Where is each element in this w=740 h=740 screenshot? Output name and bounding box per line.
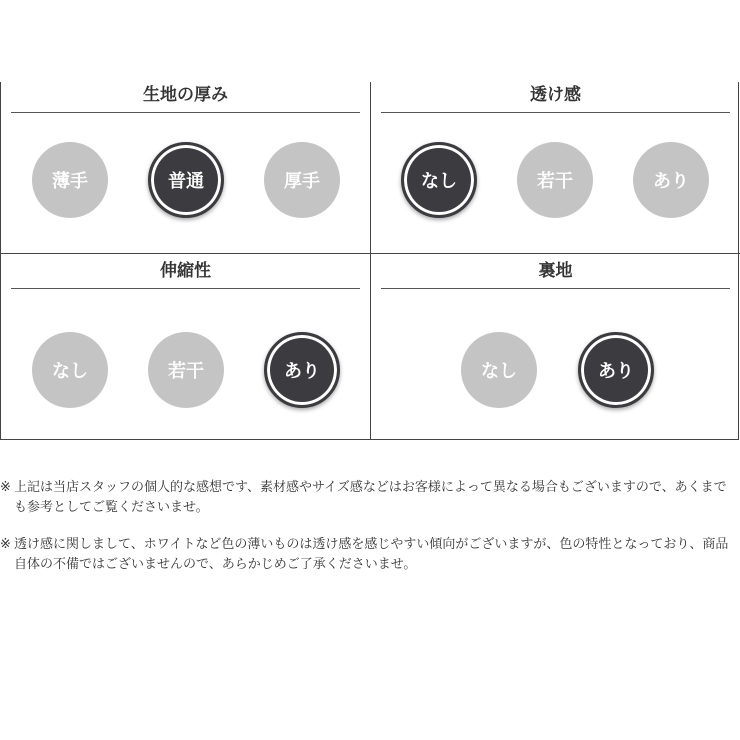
option-none: なし — [32, 332, 108, 408]
option-normal-selected: 普通 — [148, 142, 224, 218]
note-text: 上記は当店スタッフの個人的な感想です、素材感やサイズ感などはお客様によって異なる場合もございますので、あくまでも参考としてご覧くださいませ。 — [14, 480, 727, 515]
section-title: 裏地 — [381, 258, 730, 289]
section-title: 伸縮性 — [11, 258, 360, 289]
option-none-selected: なし — [401, 142, 477, 218]
section-sheerness — [371, 82, 740, 253]
note-item — [0, 535, 736, 575]
section-title: 生地の厚み — [11, 82, 360, 113]
option-none: なし — [461, 332, 537, 408]
section-lining — [371, 254, 740, 440]
option-yes-selected: あり — [578, 332, 654, 408]
option-slight: 若干 — [148, 332, 224, 408]
section-fabric-thickness — [1, 82, 370, 253]
option-yes-selected: あり — [264, 332, 340, 408]
option-thick: 厚手 — [264, 142, 340, 218]
note-mark: ※ — [0, 537, 11, 552]
section-title: 透け感 — [381, 82, 730, 113]
note-text: 透け感に関しまして、ホワイトなど色の薄いものは透け感を感じやすい傾向がございますが、色の特性となっており、商品自体の不備ではございませんので、あらかじめご了承くださいませ。 — [14, 537, 729, 572]
option-thin: 薄手 — [32, 142, 108, 218]
option-slight: 若干 — [517, 142, 593, 218]
notes — [0, 478, 740, 592]
option-yes: あり — [633, 142, 709, 218]
note-mark: ※ — [0, 480, 11, 495]
attribute-grid — [0, 82, 739, 440]
section-stretch — [1, 254, 370, 440]
note-item — [0, 478, 736, 518]
